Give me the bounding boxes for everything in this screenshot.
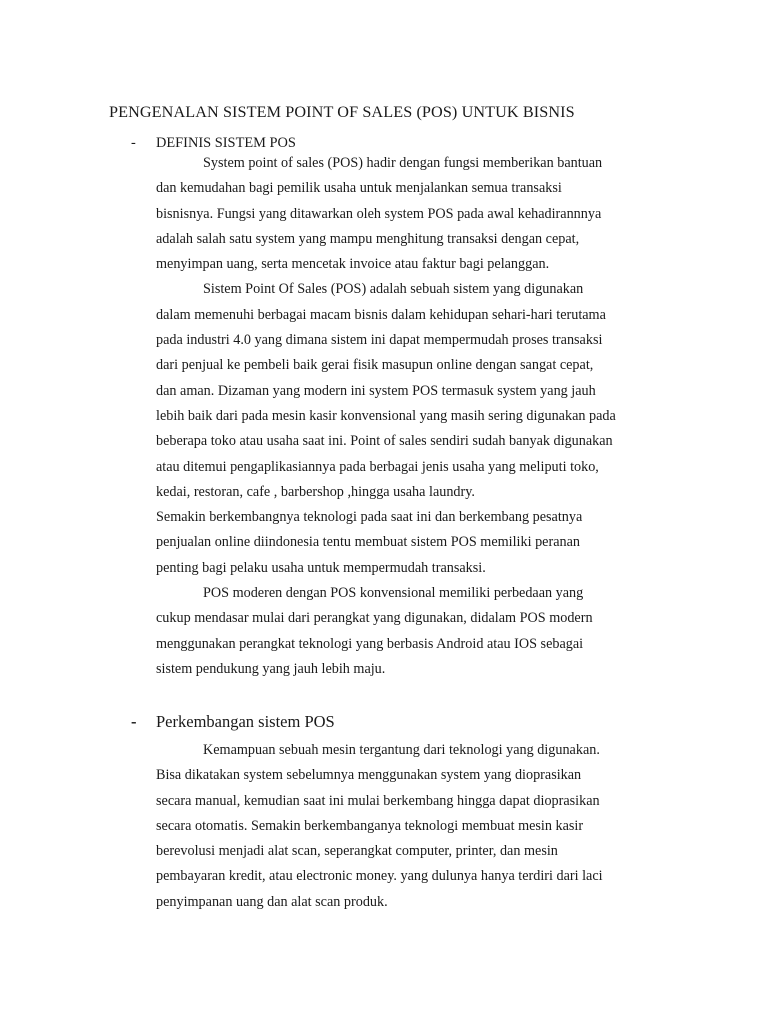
section-heading-perkembangan	[131, 712, 335, 732]
section-heading-definisi	[131, 135, 296, 152]
paragraph-line: secara otomatis. Semakin berkembanganya teknologi membuat mesin kasir	[156, 817, 584, 834]
paragraph-line: sistem pendukung yang jauh lebih maju.	[156, 660, 386, 677]
paragraph-line: berevolusi menjadi alat scan, seperangkat computer, printer, dan mesin	[156, 843, 558, 860]
paragraph-line: cukup mendasar mulai dari perangkat yang digunakan, didalam POS modern	[156, 610, 593, 627]
paragraph-line: beberapa toko atau usaha saat ini. Point of sales sendiri sudah banyak digunakan	[156, 433, 613, 450]
section-heading-text: Perkembangan sistem POS	[156, 712, 335, 731]
paragraph-line: pada industri 4.0 yang dimana sistem ini dapat mempermudah proses transaksi	[156, 332, 603, 349]
document-title: PENGENALAN SISTEM POINT OF SALES (POS) UNTUK BISNIS	[109, 103, 575, 121]
paragraph-line: atau ditemui pengaplikasiannya pada berbagai jenis usaha yang meliputi toko,	[156, 458, 599, 475]
paragraph-line: bisnisnya. Fungsi yang ditawarkan oleh system POS pada awal kehadirannnya	[156, 205, 602, 222]
paragraph-line: penting bagi pelaku usaha untuk mempermudah transaksi.	[156, 559, 486, 576]
paragraph-line: Bisa dikatakan system sebelumnya menggunakan system yang dioprasikan	[156, 767, 582, 784]
paragraph-line: lebih baik dari pada mesin kasir konvensional yang masih sering digunakan pada	[156, 407, 616, 424]
paragraph-line: Sistem Point Of Sales (POS) adalah sebuah sistem yang digunakan	[203, 281, 584, 298]
paragraph-line: penyimpanan uang dan alat scan produk.	[156, 893, 388, 910]
paragraph-line: Kemampuan sebuah mesin tergantung dari teknologi yang digunakan.	[203, 742, 600, 758]
paragraph-line: menyimpan uang, serta mencetak invoice atau faktur bagi pelanggan.	[156, 256, 550, 273]
bullet-dash: -	[131, 712, 137, 731]
paragraph-line: menggunakan perangkat teknologi yang berbasis Android atau IOS sebagai	[156, 635, 584, 652]
paragraph-line: pembayaran kredit, atau electronic money. yang dulunya hanya terdiri dari laci	[156, 868, 603, 885]
paragraph-line: dari penjual ke pembeli baik gerai fisik masupun online dengan sangat cepat,	[156, 357, 594, 374]
section-body-perkembangan	[156, 738, 716, 915]
paragraph-line: secara manual, kemudian saat ini mulai berkembang hingga dapat dioprasikan	[156, 792, 600, 809]
paragraph-line: penjualan online diindonesia tentu membuat sistem POS memiliki peranan	[156, 534, 580, 551]
paragraph-line: System point of sales (POS) hadir dengan fungsi memberikan bantuan	[203, 155, 603, 171]
paragraph-line: Semakin berkembangnya teknologi pada saat ini dan berkembang pesatnya	[156, 509, 583, 526]
paragraph-line: adalah salah satu system yang mampu menghitung transaksi dengan cepat,	[156, 230, 580, 247]
bullet-dash: -	[131, 135, 136, 151]
paragraph-line: dalam memenuhi berbagai macam bisnis dalam kehidupan sehari-hari terutama	[156, 306, 606, 323]
paragraph-line: dan aman. Dizaman yang modern ini system POS termasuk system yang jauh	[156, 382, 596, 399]
section-body-definisi	[156, 151, 716, 682]
paragraph-line: dan kemudahan bagi pemilik usaha untuk menjalankan semua transaksi	[156, 180, 562, 197]
paragraph-line: POS moderen dengan POS konvensional memiliki perbedaan yang	[203, 585, 584, 602]
section-heading-text: DEFINIS SISTEM POS	[156, 135, 296, 151]
paragraph-line: kedai, restoran, cafe , barbershop ,hingga usaha laundry.	[156, 483, 475, 500]
